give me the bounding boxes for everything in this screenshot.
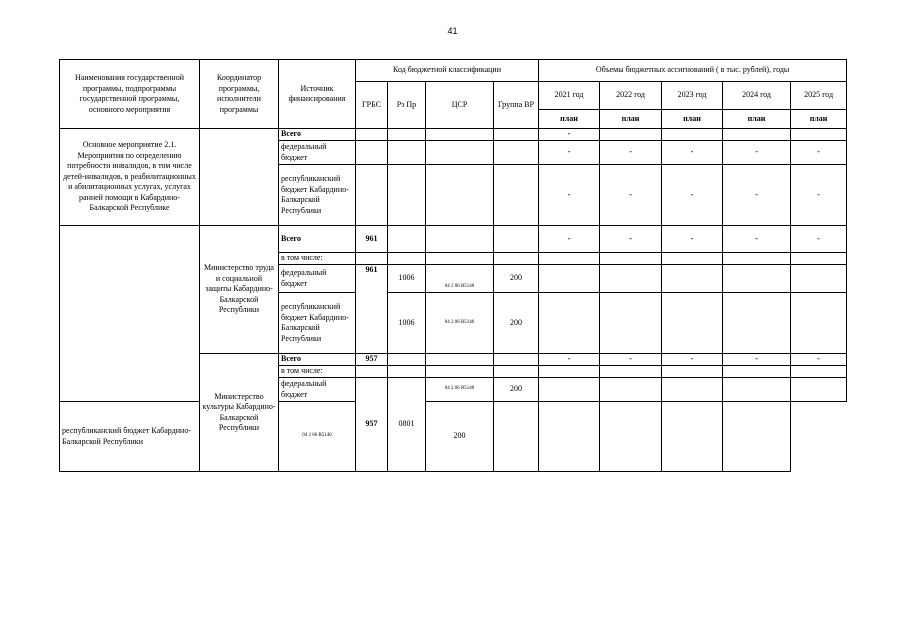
rzpr-code: 1006 — [388, 265, 426, 293]
table-row — [60, 402, 847, 472]
value-cell: - — [600, 226, 662, 253]
value-cell: - — [791, 226, 847, 253]
value-cell: - — [723, 165, 791, 226]
value-cell: - — [662, 354, 723, 366]
source-including: в том числе: — [279, 253, 356, 265]
header-grbs: ГРБС — [356, 82, 388, 129]
vr-code: 200 — [494, 293, 539, 354]
header-name: Наименования государственной программы, подпрограммы государственной программы, основного мероприятия — [60, 60, 200, 129]
value-cell: - — [539, 141, 600, 165]
value-cell: - — [539, 165, 600, 226]
header-csr: ЦСР — [426, 82, 494, 129]
value-cell: - — [791, 141, 847, 165]
value-cell: - — [662, 226, 723, 253]
header-plan: план — [600, 110, 662, 129]
ministry-labor-name: Министерство труда и социальной защиты Кабардино-Балкарской Республики — [200, 226, 279, 354]
header-allocations: Объемы бюджетных ассигнований ( в тыс. рублей), годы — [539, 60, 847, 82]
source-total: Всего — [279, 129, 356, 141]
csr-code: 04 2 06 R5140 — [426, 293, 494, 354]
source-total: Всего — [279, 226, 356, 253]
value-cell: - — [600, 141, 662, 165]
value-cell: - — [723, 354, 791, 366]
header-plan: план — [662, 110, 723, 129]
value-cell: - — [723, 141, 791, 165]
value-cell: - — [539, 129, 600, 141]
header-plan: план — [539, 110, 600, 129]
csr-code: 04 2 06 R5140 — [426, 265, 494, 293]
source-republican: республиканский бюджет Кабардино-Балкарской Республики — [60, 402, 200, 472]
value-cell: - — [600, 165, 662, 226]
left-column-empty — [60, 226, 200, 402]
value-cell: - — [539, 354, 600, 366]
source-federal: федеральный бюджет — [279, 265, 356, 293]
header-coordinator: Координатор программы, исполнители программы — [200, 60, 279, 129]
csr-code: 04 2 06 R5140 — [279, 402, 356, 472]
vr-code: 200 — [494, 265, 539, 293]
grbs-code: 961 — [356, 265, 388, 354]
value-cell: - — [662, 141, 723, 165]
vr-code: 200 — [426, 402, 494, 472]
value-cell: - — [791, 165, 847, 226]
header-budget-code: Код бюджетной классификации — [356, 60, 539, 82]
header-year-2023: 2023 год — [662, 82, 723, 110]
header-plan: план — [723, 110, 791, 129]
value-cell: - — [723, 226, 791, 253]
source-federal: федеральный бюджет — [279, 141, 356, 165]
header-vr: Группа ВР — [494, 82, 539, 129]
vr-code: 200 — [494, 378, 539, 402]
page-number: 41 — [447, 26, 458, 36]
source-federal: федеральный бюджет — [279, 378, 356, 402]
source-including: в том числе: — [279, 366, 356, 378]
grbs-code: 961 — [356, 226, 388, 253]
header-plan: план — [791, 110, 847, 129]
value-cell: - — [600, 354, 662, 366]
value-cell: - — [791, 354, 847, 366]
header-year-2021: 2021 год — [539, 82, 600, 110]
main-event-coordinator-empty — [200, 129, 279, 226]
grbs-code: 957 — [356, 378, 388, 472]
budget-table — [59, 59, 847, 472]
grbs-code: 957 — [356, 354, 388, 366]
value-cell: - — [662, 165, 723, 226]
header-year-2024: 2024 год — [723, 82, 791, 110]
source-republican: республиканский бюджет Кабардино-Балкарской Республики — [279, 293, 356, 354]
source-republican: республиканский бюджет Кабардино-Балкарской Республики — [279, 165, 356, 226]
header-source: Источник финансирования — [279, 60, 356, 129]
table-row — [60, 226, 847, 253]
csr-code: 04 2 06 R5140 — [426, 378, 494, 402]
table-row — [60, 129, 847, 141]
source-total: Всего — [279, 354, 356, 366]
value-cell: - — [539, 226, 600, 253]
ministry-culture-name: Министерство культуры Кабардино-Балкарской Республики — [200, 354, 279, 472]
main-event-name: Основное мероприятие 2.1. Мероприятия по определению потребности инвалидов, в том числе детей-инвалидов, в реабилитационных и абилитационных услугах, услугах ранней помощи в Кабардино-Балкарской Республике — [60, 129, 200, 226]
rzpr-code: 0801 — [388, 378, 426, 472]
rzpr-code: 1006 — [388, 293, 426, 354]
header-rzpr: Рз Пр — [388, 82, 426, 129]
header-year-2022: 2022 год — [600, 82, 662, 110]
header-year-2025: 2025 год — [791, 82, 847, 110]
